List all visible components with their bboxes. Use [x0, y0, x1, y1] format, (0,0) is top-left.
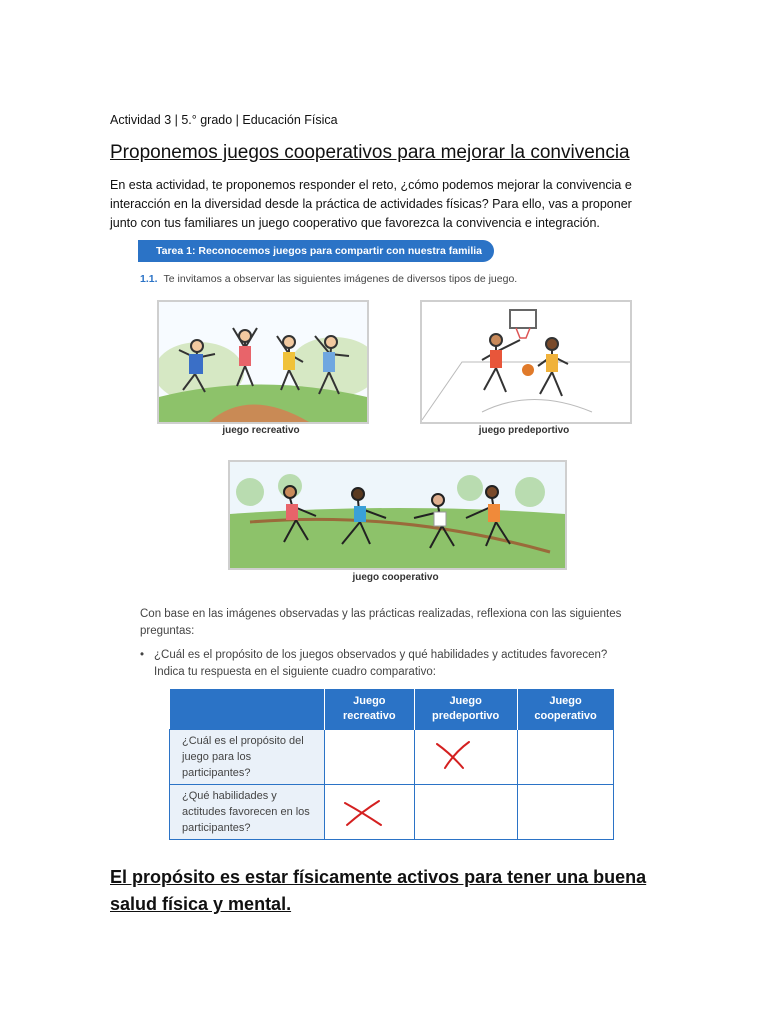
- predeportive-caption: juego predeportivo: [478, 425, 570, 436]
- recreational-caption: juego recreativo: [222, 425, 300, 436]
- table-header-empty: [170, 689, 325, 730]
- step-text: Te invitamos a observar las siguientes imágenes de diversos tipos de juego.: [163, 273, 518, 285]
- cooperative-game-image: [228, 460, 567, 570]
- table-row: [170, 785, 614, 840]
- table-cell[interactable]: [414, 785, 517, 840]
- table-cell[interactable]: [324, 785, 414, 840]
- comparison-table: [169, 689, 614, 840]
- step-number: 1.1.: [140, 273, 158, 285]
- table-cell[interactable]: [324, 730, 414, 785]
- cross-mark-icon: [433, 738, 473, 770]
- reflection-prompt: Con base en las imágenes observadas y las prácticas realizadas, reflexiona con las siguientes preguntas:: [140, 608, 622, 637]
- document-header: Actividad 3 | 5.° grado | Educación Física: [110, 113, 338, 127]
- task-banner: Tarea 1: Reconocemos juegos para compartir con nuestra familia: [138, 240, 494, 262]
- cooperative-game-illustration: [230, 462, 565, 568]
- table-header-cooperativo: Juego cooperativo: [517, 689, 613, 730]
- answer-text: El propósito es estar físicamente activos para tener una buena salud física y mental.: [110, 867, 647, 914]
- table-header-row: [170, 689, 614, 730]
- table-cell[interactable]: [517, 730, 613, 785]
- table-row: [170, 730, 614, 785]
- recreational-game-illustration: [159, 302, 367, 422]
- table-header-predeportivo: Juego predeportivo: [414, 689, 517, 730]
- bullet-icon: •: [140, 649, 145, 661]
- intro-paragraph: En esta actividad, te proponemos responder el reto, ¿cómo podemos mejorar la convivencia e interacción en la diversidad desde la práctica de actividades físicas? Para ello, vas a proponer junto con tus familiares un juego cooperativo que favorezca la convivencia e integración.: [110, 178, 632, 230]
- page-title: Proponemos juegos cooperativos para mejorar la convivencia: [110, 142, 630, 163]
- cooperative-caption: juego cooperativo: [352, 572, 439, 583]
- table-question-purpose: ¿Cuál es el propósito del juego para los participantes?: [170, 730, 325, 785]
- table-header-recreativo: Juego recreativo: [324, 689, 414, 730]
- recreational-game-image: [157, 300, 369, 424]
- table-cell[interactable]: [414, 730, 517, 785]
- predeportive-game-image: [420, 300, 632, 424]
- bullet-text: ¿Cuál es el propósito de los juegos observados y qué habilidades y actitudes favorecen? Indica tu respuesta en el siguiente cuadro comparativo:: [154, 649, 608, 678]
- cross-mark-icon: [341, 797, 387, 829]
- table-question-skills: ¿Qué habilidades y actitudes favorecen en los participantes?: [170, 785, 325, 840]
- step-instruction: [140, 273, 517, 285]
- bullet-question: [140, 647, 635, 681]
- table-cell[interactable]: [517, 785, 613, 840]
- predeportive-game-illustration: [422, 302, 630, 422]
